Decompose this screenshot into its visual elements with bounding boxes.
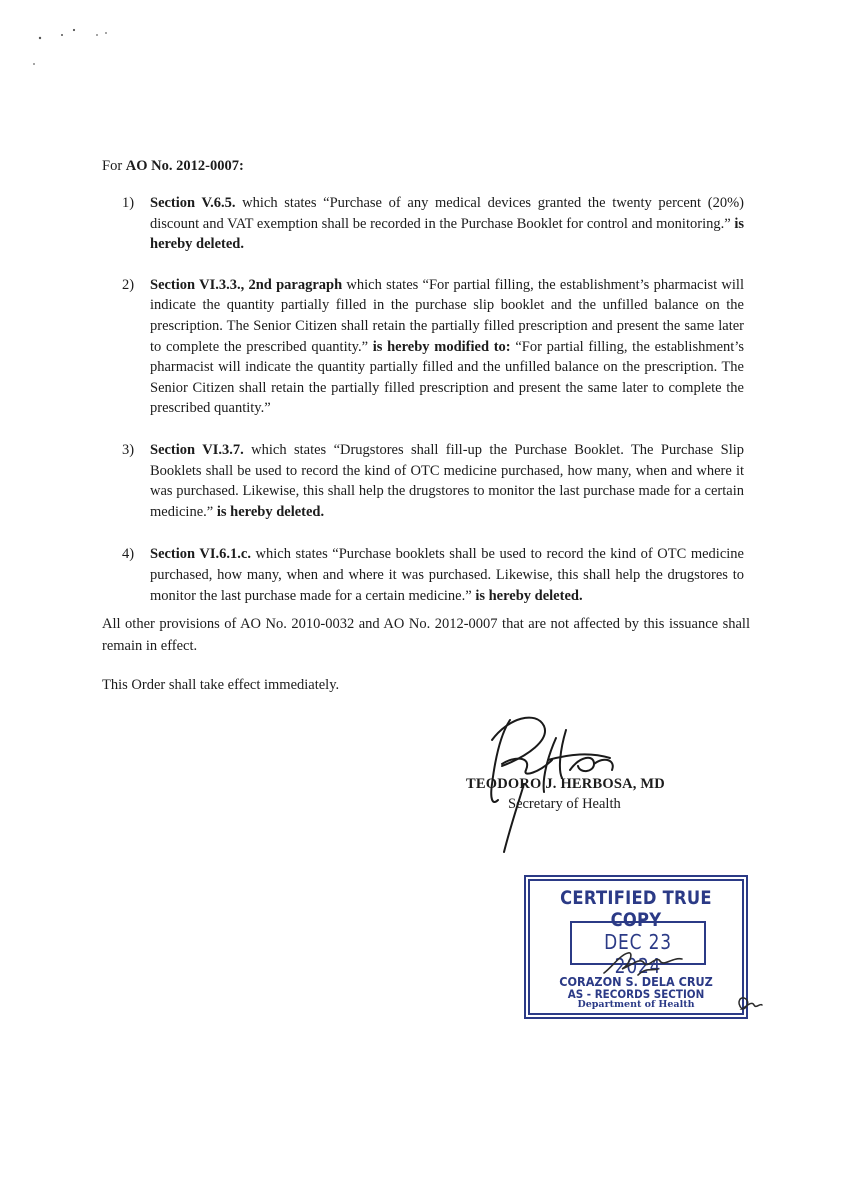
section-ref: Section V.6.5. bbox=[150, 195, 236, 211]
item-text bbox=[150, 275, 744, 419]
item-number: 1) bbox=[122, 195, 135, 211]
section-ref: Section VI.6.1.c. bbox=[150, 546, 251, 563]
action-text: is hereby deleted. bbox=[475, 587, 583, 604]
action-text: is hereby deleted. bbox=[216, 503, 325, 520]
quoted-text: which states “For partial filling, the establishment’s pharmacist will indicate the quantity partially filled in the purchase slip booklet and the unfilled balance on the prescription. The Senior Citizen shall retain the partially filled prescription and present the same later to complete the prescribed quantity.” bbox=[150, 276, 744, 355]
scan-specks bbox=[0, 0, 130, 80]
heading-prefix: For bbox=[102, 158, 126, 174]
action-text: is hereby modified to: bbox=[372, 338, 511, 355]
effectivity-paragraph: This Order shall take effect immediately. bbox=[102, 677, 340, 693]
action-text: is hereby deleted. bbox=[150, 215, 744, 253]
amendment-item-2 bbox=[122, 275, 744, 419]
quoted-text: which states “Drugstores shall fill-up the Purchase Booklet. The Purchase Slip Booklets shall be used to record the kind of OTC medicine purchased, how many, when and where it was purchased. Likewise, this shall help the drugstores to monitor the last purchase made for a certain medicine.” bbox=[150, 441, 744, 520]
modified-text: “For partial filling, the establishment’s pharmacist will indicate the quantity partially filled and the unfilled balance on the prescription. The Senior Citizen shall retain the partially filled prescription and present the same later to complete the prescribed quantity.” bbox=[150, 338, 744, 417]
closing-paragraph: All other provisions of AO No. 2010-0032 and AO No. 2012-0007 that are not affected by this issuance shall remain in effect. bbox=[102, 616, 750, 654]
heading-ao-number: AO No. 2012-0007: bbox=[125, 158, 244, 174]
item-number: 4) bbox=[122, 546, 135, 563]
stamp-department: Department of Health bbox=[577, 999, 695, 1010]
amendment-item-4 bbox=[122, 544, 744, 606]
quoted-text: which states “Purchase of any medical devices granted the twenty percent (20%) discount and VAT exemption shall be recorded in the Purchase Booklet for control and monitoring.” bbox=[150, 195, 744, 232]
section-ref: Section VI.3.7. bbox=[150, 441, 244, 458]
section-ref: Section VI.3.3., 2nd paragraph bbox=[150, 276, 343, 293]
item-text bbox=[150, 193, 744, 255]
signer-title: Secretary of Health bbox=[508, 796, 621, 812]
stamp-date: DEC 23 2024 bbox=[604, 930, 672, 978]
stamp-title: CERTIFIED TRUE COPY bbox=[560, 887, 712, 931]
amendment-heading bbox=[102, 158, 244, 175]
item-number: 2) bbox=[122, 276, 135, 293]
item-number: 3) bbox=[122, 441, 135, 458]
item-text bbox=[150, 440, 744, 522]
quoted-text: which states “Purchase booklets shall be used to record the kind of OTC medicine purchased, how many, when and where it was purchased. Likewise, this shall help the drugstores to monitor the last purchase made for a certain medicine.” bbox=[150, 546, 744, 604]
stamp-initials-mark bbox=[734, 993, 764, 1013]
stamp-office: AS - RECORDS SECTION bbox=[567, 987, 705, 1001]
amendment-list bbox=[122, 193, 744, 626]
certified-true-copy-stamp bbox=[528, 879, 744, 1015]
signer-name: TEODORO J. HERBOSA, MD bbox=[466, 776, 665, 792]
amendment-item-3 bbox=[122, 440, 744, 522]
amendment-item-1 bbox=[122, 193, 744, 255]
stamp-officer-name: CORAZON S. DELA CRUZ bbox=[559, 974, 713, 989]
item-text bbox=[150, 544, 744, 606]
